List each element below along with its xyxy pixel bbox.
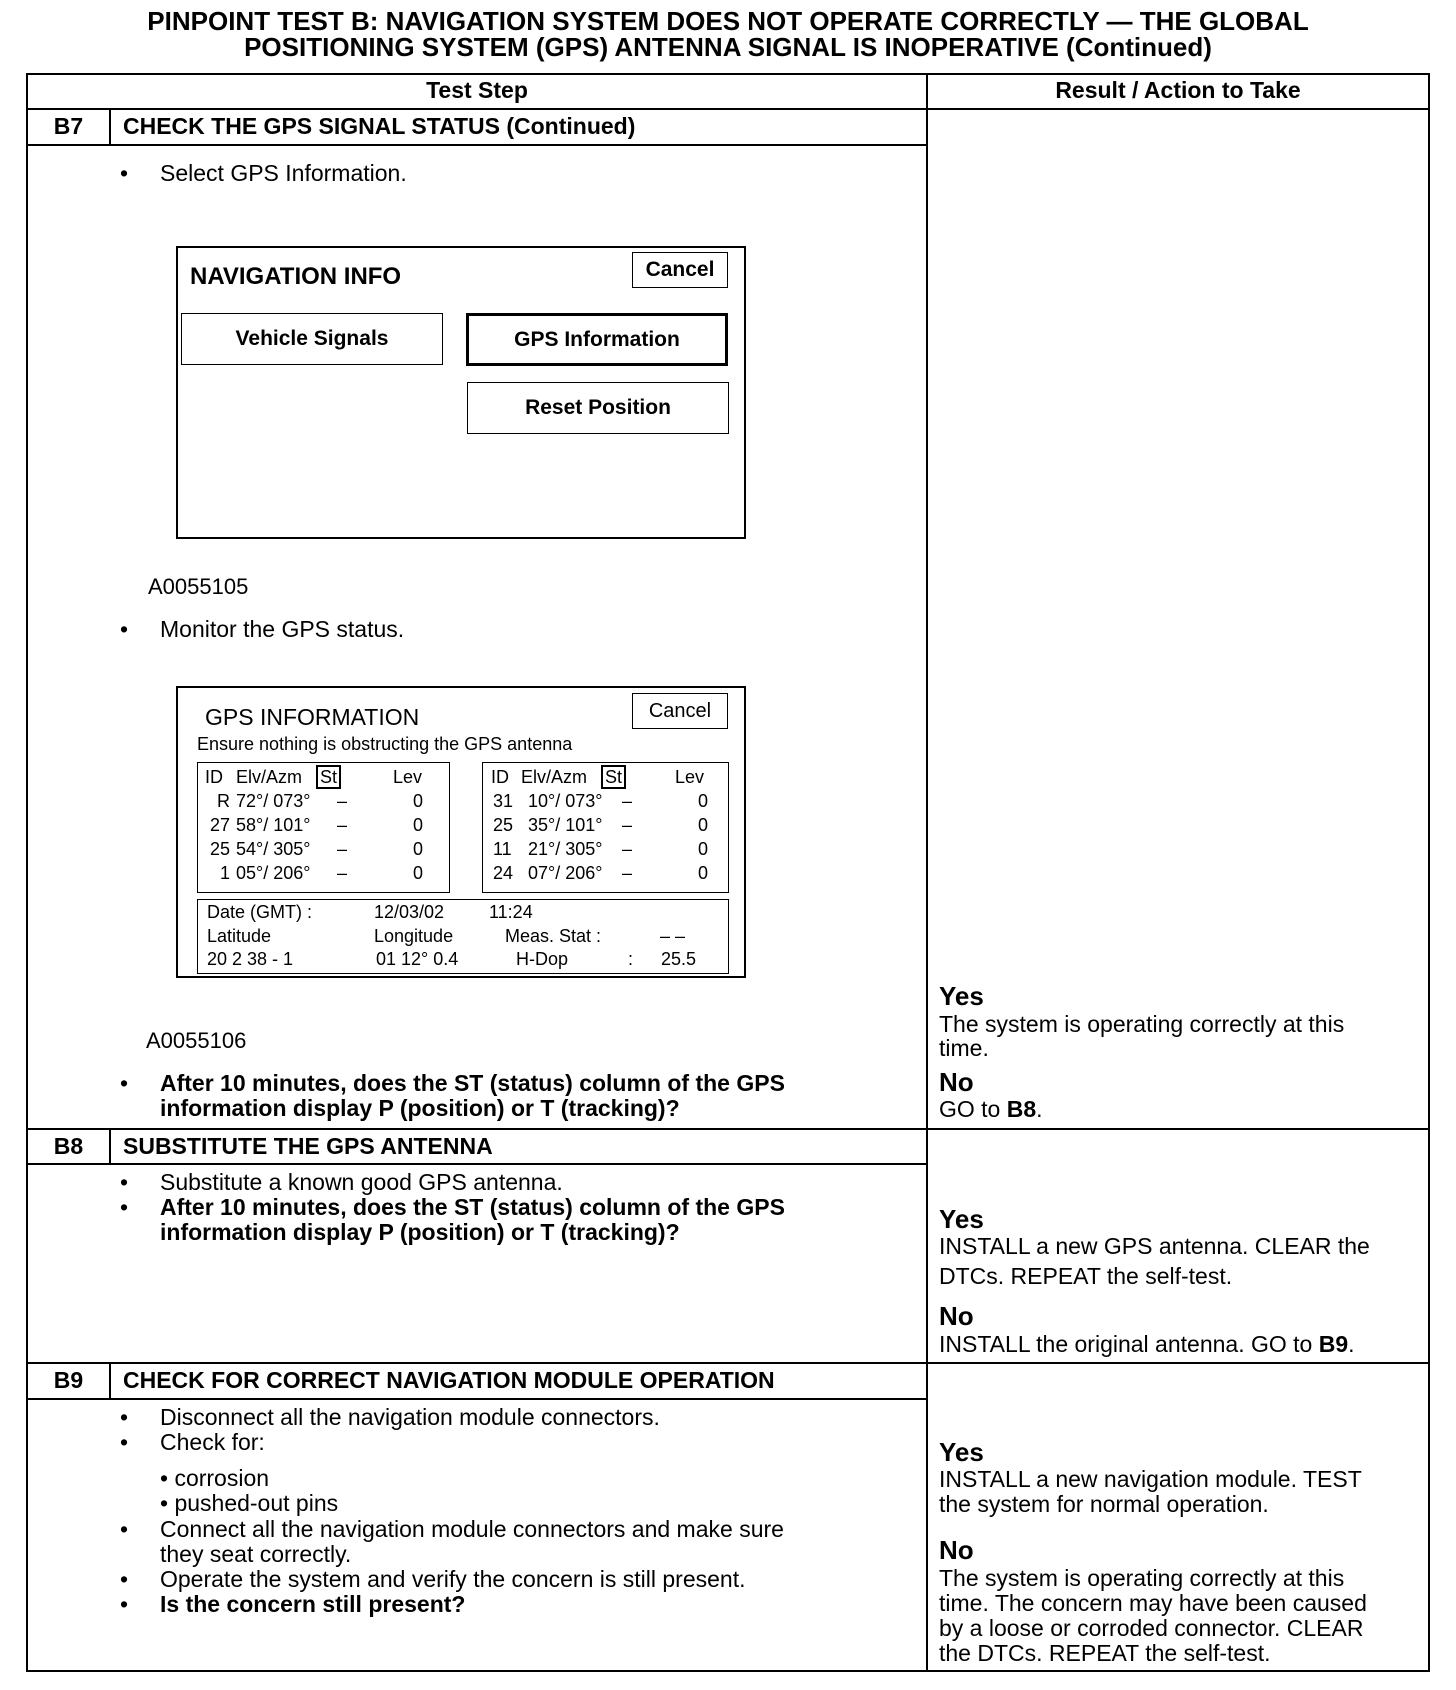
col-header-st: St (601, 765, 626, 789)
b9-bullet-operate: Operate the system and verify the concern is still present. (160, 1566, 746, 1592)
b8-yes-line-2: DTCs. REPEAT the self-test. (939, 1263, 1233, 1289)
b9-no-line-4: the DTCs. REPEAT the self-test. (939, 1640, 1271, 1666)
sat-level: 0 (697, 839, 708, 859)
b9-bullet-disconnect: Disconnect all the navigation module connectors. (160, 1404, 660, 1430)
b9-yes-line-2: the system for normal operation. (939, 1491, 1269, 1517)
bullet: • (120, 1516, 129, 1542)
b9-sub-pushed-out-pins: • pushed-out pins (160, 1490, 339, 1516)
b9-yes-label: Yes (939, 1437, 984, 1467)
date-value: 12/03/02 (374, 902, 445, 922)
b9-bullet-connect-line-1: Connect all the navigation module connectors and make sure (160, 1516, 784, 1542)
sat-id: 24 (493, 863, 514, 883)
sat-status: – (622, 815, 633, 835)
navigation-info-figure (176, 246, 746, 539)
sat-status: – (622, 791, 633, 811)
b7-question-line-2: information display P (position) or T (tracking)? (160, 1095, 680, 1121)
header-bottom-border (26, 108, 1430, 110)
b9-step-title: CHECK FOR CORRECT NAVIGATION MODULE OPERATION (123, 1367, 775, 1393)
b8-yes-line-1: INSTALL a new GPS antenna. CLEAR the (939, 1233, 1370, 1259)
satellite-table-right (482, 762, 729, 893)
b9-title-border (26, 1398, 928, 1400)
b7-step-title: CHECK THE GPS SIGNAL STATUS (Continued) (123, 113, 636, 139)
b8-title-border (26, 1163, 928, 1165)
header-result: Result / Action to Take (1055, 77, 1301, 103)
navigation-info-title: NAVIGATION INFO (190, 263, 402, 290)
b9-question: Is the concern still present? (160, 1591, 466, 1617)
b7-question-line-1: After 10 minutes, does the ST (status) column of the GPS (160, 1070, 785, 1096)
figure-1-id: A0055105 (148, 574, 249, 599)
b7-bottom-border (26, 1128, 1430, 1130)
col-header-elv-azm: Elv/Azm (521, 767, 588, 787)
b7-bullet-select-gps: Select GPS Information. (160, 160, 407, 186)
vehicle-signals-button[interactable]: Vehicle Signals (181, 313, 443, 365)
longitude-label: Longitude (374, 926, 454, 946)
b7-yes-text-line-2: time. (939, 1035, 989, 1061)
latitude-label: Latitude (207, 926, 272, 946)
b9-no-label: No (939, 1535, 974, 1565)
bullet: • (120, 1404, 129, 1430)
gps-information-button[interactable]: GPS Information (466, 313, 728, 366)
nav-info-cancel-button[interactable]: Cancel (632, 252, 728, 288)
sat-elv-azm: 05°/ 206° (236, 863, 311, 883)
table-top-border (26, 73, 1430, 75)
sat-elv-azm: 35°/ 101° (528, 815, 603, 835)
table-left-border (26, 73, 28, 1672)
b7-bullet-monitor-gps: Monitor the GPS status. (160, 616, 405, 642)
sat-elv-azm: 07°/ 206° (528, 863, 603, 883)
sat-status: – (337, 815, 348, 835)
sat-id: 25 (209, 839, 230, 859)
b8-bottom-border (26, 1362, 1430, 1364)
sat-level: 0 (697, 863, 708, 883)
b8-question-line-2: information display P (position) or T (tracking)? (160, 1219, 680, 1245)
bullet: • (120, 1194, 129, 1220)
header-test-step: Test Step (426, 77, 528, 103)
b7-no-label: No (939, 1067, 974, 1097)
b7-no-text (939, 1097, 1043, 1122)
col-header-lev: Lev (675, 767, 705, 787)
b7-id-divider (109, 108, 111, 144)
b9-id-divider (109, 1362, 111, 1398)
sat-elv-azm: 21°/ 305° (528, 839, 603, 859)
gps-info-cancel-button[interactable]: Cancel (632, 693, 728, 729)
satellite-table-left (197, 762, 450, 893)
b8-no-label: No (939, 1301, 974, 1331)
meas-stat-value: – – (660, 926, 686, 946)
sat-elv-azm: 72°/ 073° (236, 791, 311, 811)
gps-status-box (197, 899, 729, 974)
sat-status: – (622, 839, 633, 859)
b8-id-divider (109, 1128, 111, 1164)
sat-level: 0 (697, 815, 708, 835)
b8-yes-label: Yes (939, 1204, 984, 1234)
sat-elv-azm: 58°/ 101° (236, 815, 311, 835)
bullet: • (120, 1591, 129, 1617)
b7-no-action: GO to (939, 1096, 1007, 1122)
b9-bullet-connect-line-2: they seat correctly. (160, 1541, 352, 1567)
b9-no-line-2: time. The concern may have been caused (939, 1590, 1367, 1616)
bullet: • (120, 1070, 129, 1096)
b9-bullet-check-for: Check for: (160, 1429, 265, 1455)
figure-2-id: A0055106 (146, 1028, 247, 1053)
sat-status: – (622, 863, 633, 883)
title-line-1: PINPOINT TEST B: NAVIGATION SYSTEM DOES NOT OPERATE CORRECTLY — THE GLOBAL (147, 6, 1309, 36)
longitude-value: 01 12° 0.4 (376, 949, 459, 969)
b9-no-line-3: by a loose or corroded connector. CLEAR (939, 1615, 1364, 1641)
meas-stat-label: Meas. Stat : (505, 926, 602, 946)
bullet: • (120, 1169, 129, 1195)
sat-status: – (337, 791, 348, 811)
b8-question-line-1: After 10 minutes, does the ST (status) column of the GPS (160, 1194, 785, 1220)
gps-info-subtitle: Ensure nothing is obstructing the GPS antenna (197, 734, 573, 754)
sat-id: 11 (493, 839, 512, 859)
b8-bullet-substitute: Substitute a known good GPS antenna. (160, 1169, 563, 1195)
b9-step-id: B9 (53, 1367, 84, 1393)
b8-no-action: INSTALL the original antenna. GO to (939, 1331, 1319, 1357)
column-divider (926, 73, 928, 1672)
hdop-value: 25.5 (661, 949, 697, 969)
col-header-id: ID (491, 767, 509, 787)
date-label: Date (GMT) : (207, 902, 313, 922)
b9-yes-line-1: INSTALL a new navigation module. TEST (939, 1466, 1362, 1492)
b7-yes-label: Yes (939, 981, 984, 1011)
col-header-st: St (316, 765, 341, 789)
sat-level: 0 (412, 791, 423, 811)
sat-status: – (337, 839, 348, 859)
sat-id: 31 (493, 791, 514, 811)
table-right-border (1428, 73, 1430, 1672)
bullet: • (120, 1429, 129, 1455)
reset-position-button[interactable]: Reset Position (467, 382, 729, 434)
b8-no-text (939, 1332, 1355, 1357)
page-title (28, 8, 1428, 60)
hdop-colon: : (628, 949, 634, 969)
col-header-id: ID (205, 767, 223, 787)
b7-yes-text-line-1: The system is operating correctly at this (939, 1011, 1345, 1037)
sat-id: 27 (209, 815, 230, 835)
bullet: • (120, 1566, 129, 1592)
b8-step-id: B8 (53, 1133, 84, 1159)
sat-elv-azm: 54°/ 305° (236, 839, 311, 859)
sat-id: R (217, 791, 230, 811)
b7-go-to-b8-link[interactable]: B8 (1006, 1096, 1037, 1122)
sat-id: 25 (493, 815, 514, 835)
sat-level: 0 (412, 863, 423, 883)
gps-info-title: GPS INFORMATION (205, 704, 420, 730)
b9-sub-corrosion: • corrosion (160, 1465, 270, 1491)
sat-level: 0 (697, 791, 708, 811)
sat-level: 0 (412, 839, 423, 859)
b9-no-line-1: The system is operating correctly at this (939, 1565, 1345, 1591)
b8-step-title: SUBSTITUTE THE GPS ANTENNA (123, 1133, 493, 1159)
bullet: • (120, 160, 129, 186)
sat-status: – (337, 863, 348, 883)
sat-level: 0 (412, 815, 423, 835)
sat-elv-azm: 10°/ 073° (528, 791, 603, 811)
table-bottom-border (26, 1670, 1430, 1672)
col-header-lev: Lev (393, 767, 423, 787)
col-header-elv-azm: Elv/Azm (236, 767, 303, 787)
gps-information-figure (176, 686, 746, 978)
bullet: • (120, 616, 129, 642)
b8-no-end: . (1348, 1331, 1355, 1357)
title-line-2: POSITIONING SYSTEM (GPS) ANTENNA SIGNAL IS INOPERATIVE (Continued) (244, 32, 1212, 62)
hdop-label: H-Dop (516, 949, 569, 969)
time-value: 11:24 (489, 902, 533, 922)
b8-go-to-b9-link[interactable]: B9 (1318, 1331, 1349, 1357)
b7-no-end: . (1036, 1096, 1043, 1122)
sat-id: 1 (219, 863, 230, 883)
b7-title-border (26, 144, 928, 146)
b7-step-id: B7 (53, 113, 84, 139)
latitude-value: 20 2 38 - 1 (207, 949, 294, 969)
